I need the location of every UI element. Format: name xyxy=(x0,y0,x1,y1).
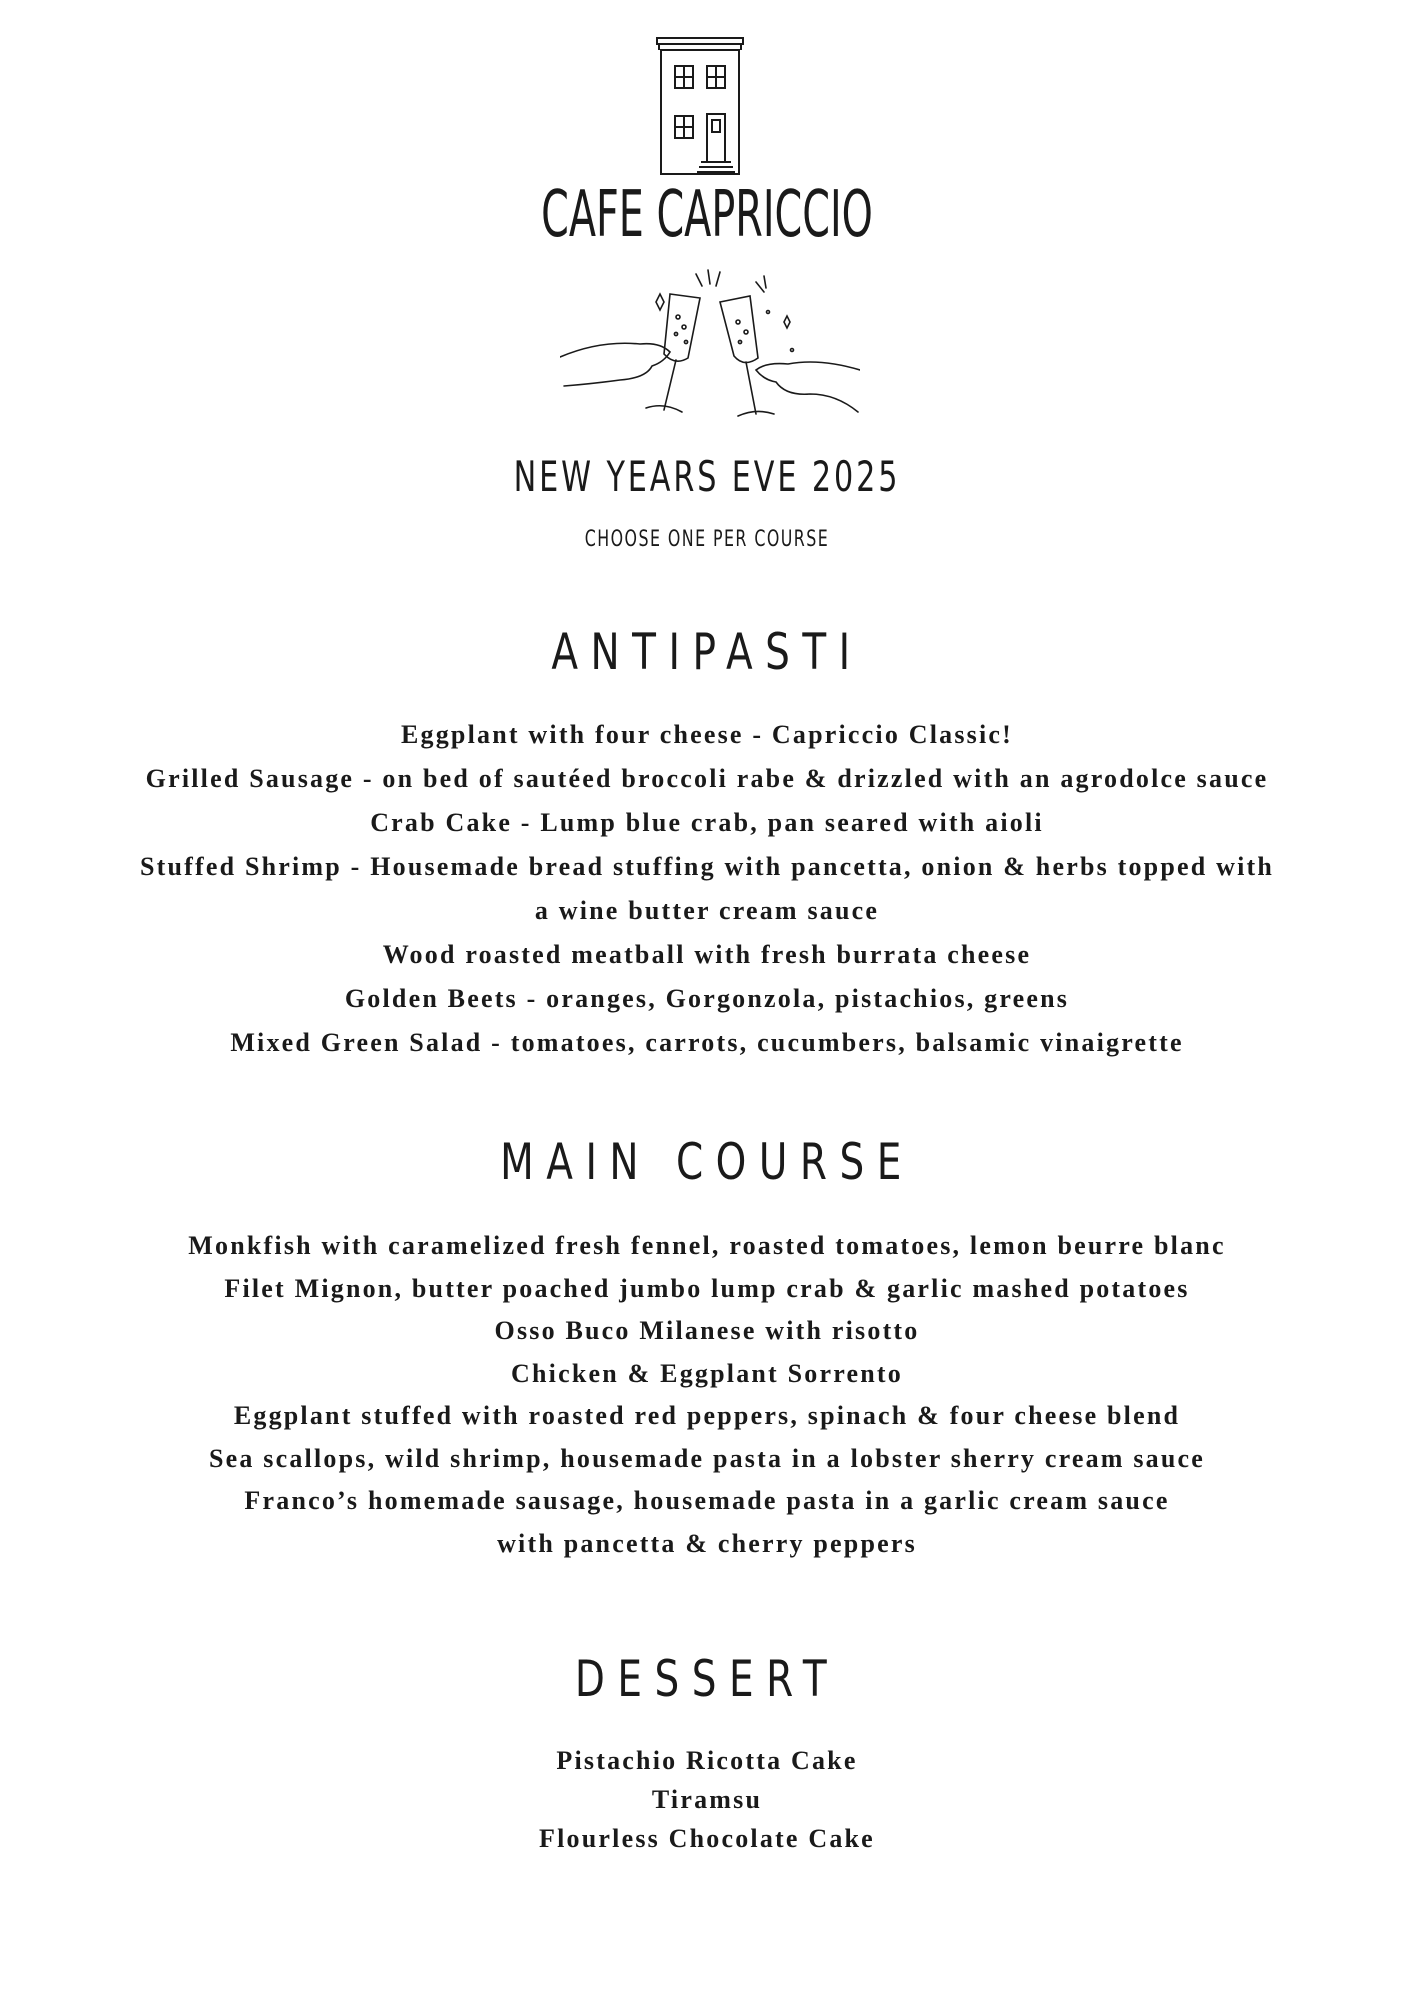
menu-item: a wine butter cream sauce xyxy=(534,896,880,925)
antipasti-list xyxy=(0,713,1414,1065)
menu-item: Osso Buco Milanese with risotto xyxy=(494,1316,920,1345)
menu-item: Eggplant with four cheese - Capriccio Classic! xyxy=(400,720,1013,749)
menu-item: Tiramsu xyxy=(651,1785,763,1814)
menu-item: Stuffed Shrimp - Housemade bread stuffing with pancetta, onion & herbs topped with xyxy=(139,852,1275,881)
dessert-list xyxy=(0,1741,1414,1858)
section-title-main-course: MAIN COURSE xyxy=(500,1133,914,1191)
main-course-list xyxy=(0,1225,1414,1565)
section-title-antipasti: ANTIPASTI xyxy=(551,623,863,681)
menu-item: Franco’s homemade sausage, housemade pasta in a garlic cream sauce xyxy=(244,1486,1170,1515)
townhouse-building-icon xyxy=(655,36,745,176)
menu-item: with pancetta & cherry peppers xyxy=(497,1528,917,1558)
menu-item: Monkfish with caramelized fresh fennel, roasted tomatoes, lemon beurre blanc xyxy=(188,1231,1226,1260)
menu-item: Filet Mignon, butter poached jumbo lump crab & garlic mashed potatoes xyxy=(224,1273,1190,1303)
menu-item: Eggplant stuffed with roasted red peppers, spinach & four cheese blend xyxy=(233,1401,1181,1430)
course-instruction: CHOOSE ONE PER COURSE xyxy=(584,527,830,552)
menu-item: Mixed Green Salad - tomatoes, carrots, cucumbers, balsamic vinaigrette xyxy=(230,1028,1184,1057)
menu-item: Wood roasted meatball with fresh burrata cheese xyxy=(382,940,1032,969)
menu-item: Sea scallops, wild shrimp, housemade pasta in a lobster sherry cream sauce xyxy=(208,1443,1206,1473)
menu-item: Flourless Chocolate Cake xyxy=(539,1824,875,1853)
section-title-dessert: DESSERT xyxy=(574,1650,840,1708)
menu-item: Grilled Sausage - on bed of sautéed broccoli rabe & drizzled with an agrodolce sauce xyxy=(145,764,1269,793)
champagne-toast-icon xyxy=(560,262,860,437)
menu-item: Golden Beets - oranges, Gorgonzola, pistachios, greens xyxy=(344,984,1070,1013)
restaurant-name: CAFE CAPRICCIO xyxy=(541,178,873,252)
event-title: NEW YEARS EVE 2025 xyxy=(513,452,901,501)
menu-item: Pistachio Ricotta Cake xyxy=(556,1746,858,1775)
menu-item: Crab Cake - Lump blue crab, pan seared with aioli xyxy=(370,808,1044,837)
menu-item: Chicken & Eggplant Sorrento xyxy=(511,1358,903,1388)
